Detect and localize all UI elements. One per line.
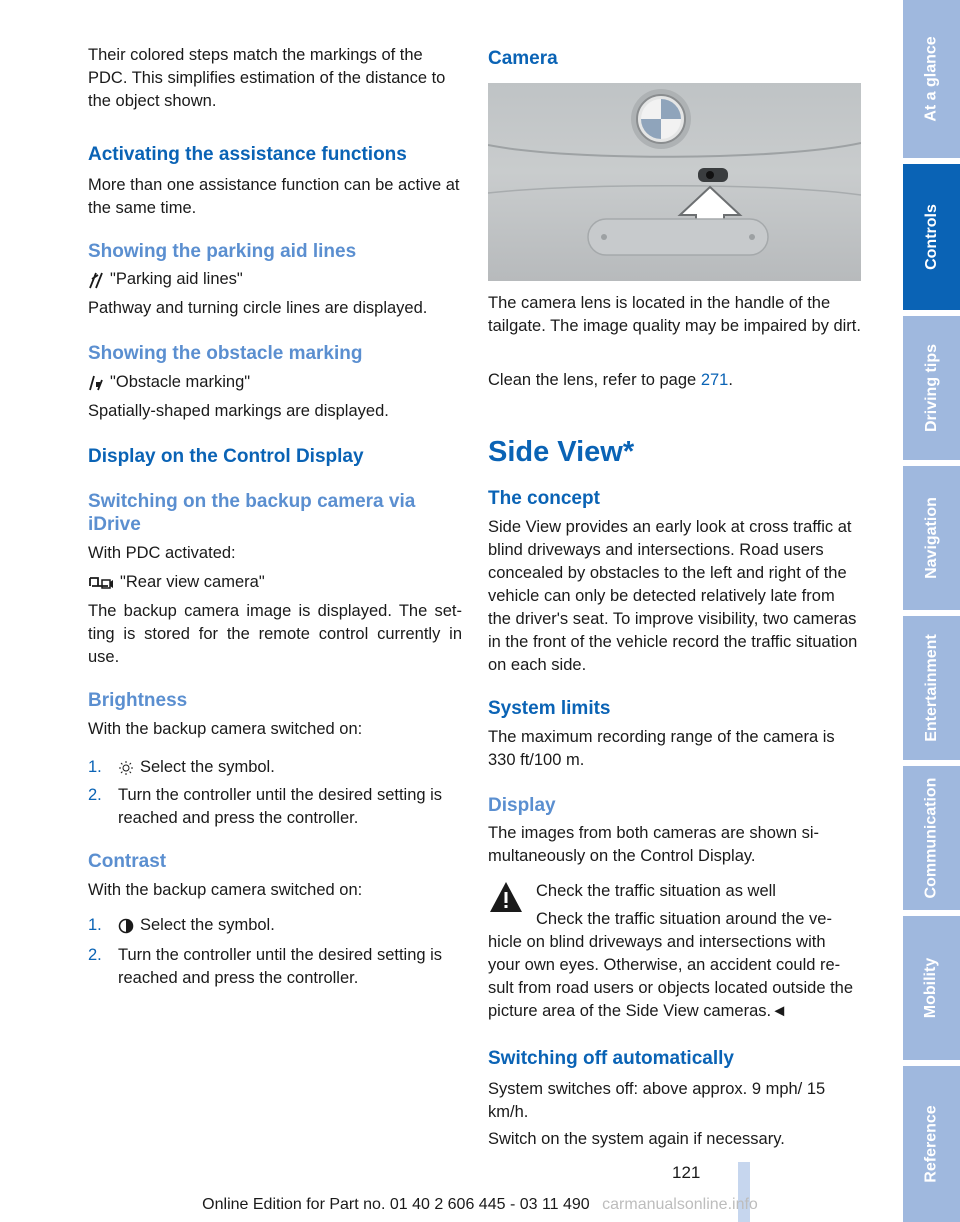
watermark: carmanualsonline.info bbox=[602, 1196, 758, 1213]
switchoff-text1: System switches off: above approx. 9 mph/ 15 km/h. bbox=[488, 1080, 826, 1121]
warning-triangle-icon bbox=[488, 880, 524, 914]
tab-driving-tips[interactable]: Driving tips bbox=[903, 316, 960, 460]
heading-concept: The concept bbox=[488, 488, 600, 509]
clean-end: . bbox=[728, 371, 733, 389]
warning-line2: Check the traffic situation around the ve- bbox=[536, 910, 832, 928]
display-text: The images from both cameras are shown si-multaneously on the Control Display. bbox=[488, 824, 820, 865]
chapter-tabs bbox=[903, 0, 960, 1222]
tab-entertainment[interactable]: Entertainment bbox=[903, 616, 960, 760]
heading-switching-on: Switching on the backup camera via iDrive bbox=[88, 491, 416, 535]
switching-text: The backup camera image is displayed. The set-ting is stored for the remote control currently in use. bbox=[88, 602, 462, 666]
step-number: 1. bbox=[88, 758, 102, 776]
switching-option-label: "Rear view camera" bbox=[120, 573, 265, 591]
clean-line bbox=[488, 369, 862, 392]
step-text: Select the symbol. bbox=[140, 916, 275, 934]
heading-side-view: Side View* bbox=[488, 436, 635, 468]
activating-text: More than one assistance function can be active at the same time. bbox=[88, 176, 460, 217]
tab-communication[interactable]: Communication bbox=[903, 766, 960, 910]
tab-reference[interactable]: Reference bbox=[903, 1066, 960, 1222]
step-text: Select the symbol. bbox=[140, 758, 275, 776]
step-text: Turn the controller until the desired setting is reached and press the controller. bbox=[118, 946, 443, 987]
heading-switching-off: Switching off automatically bbox=[488, 1048, 734, 1069]
footer-text bbox=[0, 1196, 960, 1214]
brightness-intro: With the backup camera switched on: bbox=[88, 720, 363, 738]
tab-mobility[interactable]: Mobility bbox=[903, 916, 960, 1060]
parking-option-label: "Parking aid lines" bbox=[110, 270, 243, 288]
tab-controls[interactable]: Controls bbox=[903, 164, 960, 310]
obstacle-option-line bbox=[88, 371, 462, 394]
switchoff-text2: Switch on the system again if necessary. bbox=[488, 1130, 785, 1148]
brightness-step-2 bbox=[88, 784, 462, 827]
heading-obstacle: Showing the obstacle marking bbox=[88, 343, 363, 364]
parking-aid-lines-icon bbox=[88, 271, 104, 289]
contrast-step-1 bbox=[88, 914, 462, 937]
brightness-step-1 bbox=[88, 756, 462, 779]
parking-option-line bbox=[88, 268, 462, 291]
switching-pdc: With PDC activated: bbox=[88, 544, 236, 562]
contrast-step-2 bbox=[88, 944, 462, 987]
step-number: 2. bbox=[88, 946, 102, 964]
page-link-271[interactable]: 271 bbox=[700, 371, 729, 389]
warning-title: Check the traffic situation as well bbox=[536, 882, 776, 900]
heading-display: Display bbox=[488, 795, 556, 816]
warning-body: hicle on blind driveways and intersections with your own eyes. Otherwise, an accident could re-sult from road users or objects located outside the picture area of the Side View cameras.◄ bbox=[488, 933, 854, 1020]
tailgate-camera-illustration bbox=[488, 83, 861, 281]
heading-control-display: Display on the Control Display bbox=[88, 446, 364, 467]
switching-option-line bbox=[88, 571, 462, 594]
obstacle-text: Spatially-shaped markings are displayed. bbox=[88, 402, 389, 420]
step-number: 1. bbox=[88, 916, 102, 934]
tab-at-a-glance[interactable]: At a glance bbox=[903, 0, 960, 158]
step-text: Turn the controller until the desired setting is reached and press the controller. bbox=[118, 786, 443, 827]
clean-text: Clean the lens, refer to page bbox=[488, 371, 697, 389]
limits-text: The maximum recording range of the camera is 330 ft/100 m. bbox=[488, 728, 835, 769]
intro-paragraph: Their colored steps match the markings of the PDC. This simplifies estimation of the distance to the object shown. bbox=[88, 46, 446, 110]
concept-text: Side View provides an early look at cross traffic at blind driveways and intersections. Road users concealed by obstacles to the left and right of the vehicle can only be detected relatively late from the driver's seat. To improve visibility, two cameras in the front of the vehicle record the traffic situation on each side. bbox=[488, 518, 858, 674]
heading-parking-aid: Showing the parking aid lines bbox=[88, 241, 357, 262]
tab-navigation[interactable]: Navigation bbox=[903, 466, 960, 610]
heading-brightness: Brightness bbox=[88, 690, 188, 711]
heading-system-limits: System limits bbox=[488, 698, 611, 719]
contrast-icon bbox=[118, 918, 134, 934]
brightness-sun-icon bbox=[118, 760, 134, 776]
page-number: 121 bbox=[672, 1163, 701, 1182]
camera-text: The camera lens is located in the handle of the tailgate. The image quality may be impaired by dirt. bbox=[488, 294, 861, 335]
obstacle-option-label: "Obstacle marking" bbox=[110, 373, 251, 391]
obstacle-marking-icon bbox=[88, 374, 104, 392]
footer-edition: Online Edition for Part no. 01 40 2 606 445 - 03 11 490 bbox=[202, 1196, 590, 1213]
heading-camera: Camera bbox=[488, 48, 558, 69]
rear-view-camera-icon bbox=[88, 574, 114, 592]
parking-text: Pathway and turning circle lines are displayed. bbox=[88, 299, 428, 317]
heading-contrast: Contrast bbox=[88, 851, 167, 872]
contrast-intro: With the backup camera switched on: bbox=[88, 881, 363, 899]
step-number: 2. bbox=[88, 786, 102, 804]
heading-activating: Activating the assistance functions bbox=[88, 144, 407, 165]
